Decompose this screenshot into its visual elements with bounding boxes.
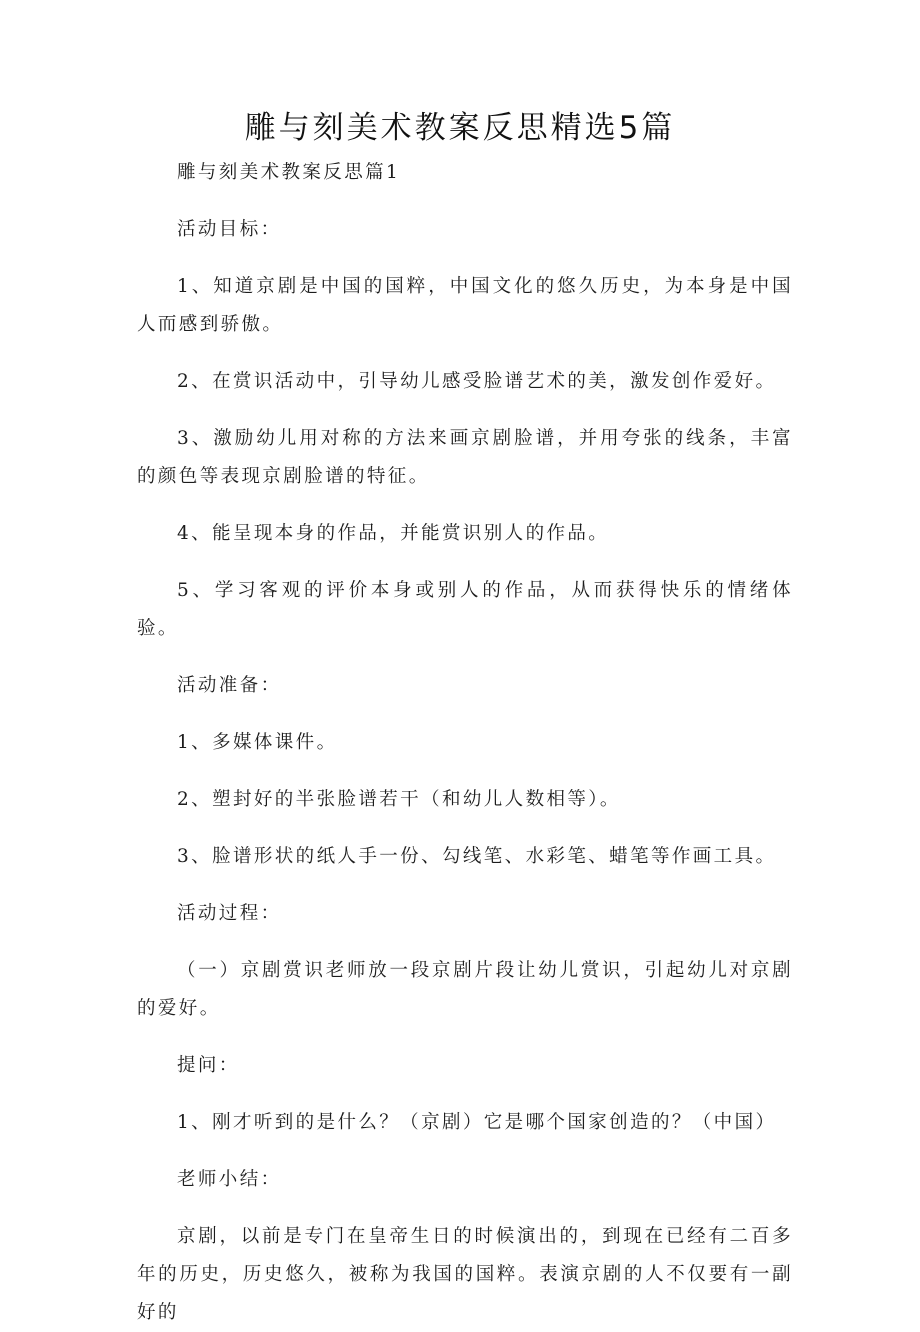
goal-item-1: 1、知道京剧是中国的国粹，中国文化的悠久历史，为本身是中国人而感到骄傲。: [137, 276, 793, 335]
goal-item-3: 3、激励幼儿用对称的方法来画京剧脸谱，并用夸张的线条，丰富的颜色等表现京剧脸谱的特征。: [137, 428, 793, 487]
subheading-activity-goals: 活动目标：: [177, 219, 282, 240]
summary-paragraph: 京剧，以前是专门在皇帝生日的时候演出的，到现在已经有二百多年的历史，历史悠久，被称为我国的国粹。表演京剧的人不仅要有一副好的: [137, 1226, 793, 1323]
subheading-teacher-summary: 老师小结：: [177, 1169, 282, 1190]
subheading-activity-process: 活动过程：: [177, 903, 282, 924]
goal-item-2: 2、在赏识活动中，引导幼儿感受脸谱艺术的美，激发创作爱好。: [177, 371, 777, 392]
goal-item-4: 4、能呈现本身的作品，并能赏识别人的作品。: [177, 523, 610, 544]
preparation-item-3: 3、脸谱形状的纸人手一份、勾线笔、水彩笔、蜡笔等作画工具。: [177, 846, 777, 867]
question-item-1: 1、刚才听到的是什么？（京剧）它是哪个国家创造的？（中国）: [177, 1112, 777, 1133]
subheading-questions: 提问：: [177, 1055, 240, 1076]
section-heading: 雕与刻美术教案反思篇1: [177, 162, 401, 183]
process-step-1: （一）京剧赏识老师放一段京剧片段让幼儿赏识，引起幼儿对京剧的爱好。: [137, 960, 793, 1019]
goal-item-5: 5、学习客观的评价本身或别人的作品，从而获得快乐的情绪体验。: [137, 580, 793, 639]
subheading-activity-preparation: 活动准备：: [177, 675, 282, 696]
document-title: 雕与刻美术教案反思精选5篇: [244, 110, 676, 146]
document-body: [137, 154, 793, 1332]
preparation-item-2: 2、塑封好的半张脸谱若干（和幼儿人数相等）。: [177, 789, 621, 810]
preparation-item-1: 1、多媒体课件。: [177, 732, 338, 753]
